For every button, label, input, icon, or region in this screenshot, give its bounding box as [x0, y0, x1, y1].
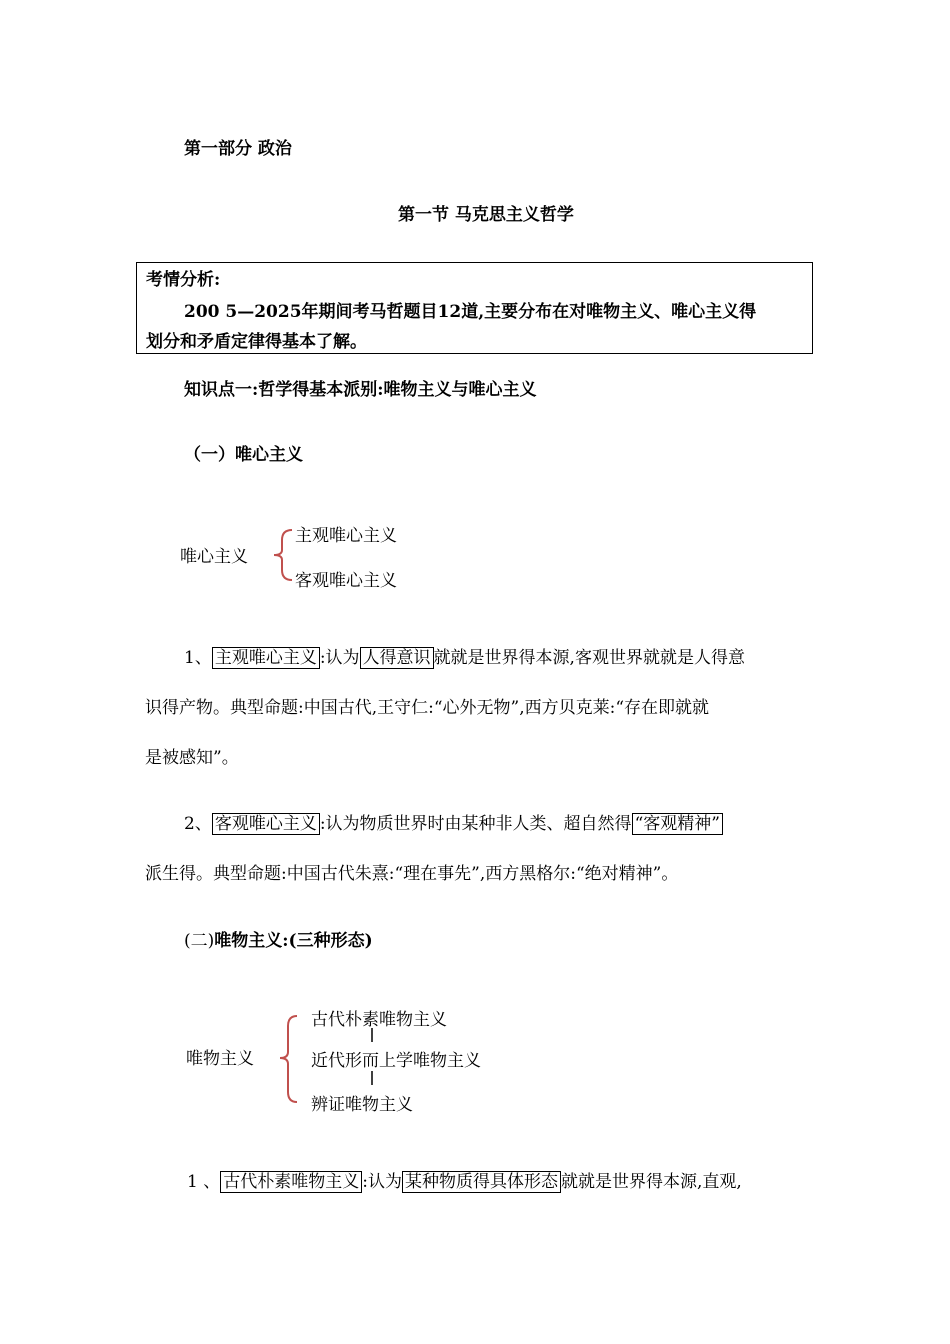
idealism-item-1-line-1	[184, 643, 745, 668]
heading-text: 唯物主义:(三种形态)	[214, 931, 373, 951]
materialism-item-1-line-1	[187, 1167, 742, 1192]
key-box: “客观精神”	[632, 813, 723, 835]
item-number: 2、	[184, 814, 212, 834]
item-number: 1、	[184, 648, 212, 668]
materialism-branch-ancient: 古代朴素唯物主义	[311, 1010, 447, 1030]
knowledge-point-title: 知识点一:哲学得基本派别:唯物主义与唯心主义	[184, 380, 537, 400]
idealism-branch-objective: 客观唯心主义	[295, 571, 397, 591]
idealism-heading: （一）唯心主义	[184, 445, 303, 465]
text: 就就是世界得本源,客观世界就就是人得意	[433, 648, 745, 668]
term-box: 主观唯心主义	[212, 647, 320, 669]
materialism-brace	[275, 1008, 315, 1108]
part-title: 第一部分 政治	[184, 139, 292, 159]
materialism-branch-modern: 近代形而上学唯物主义	[311, 1051, 481, 1071]
text: :认为	[362, 1172, 402, 1192]
analysis-line-1: 200 5—2025年期间考马哲题目12道,主要分布在对唯物主义、唯心主义得	[184, 302, 757, 322]
idealism-branch-subjective: 主观唯心主义	[295, 526, 397, 546]
analysis-heading: 考情分析:	[146, 270, 221, 290]
term-box: 客观唯心主义	[212, 813, 320, 835]
text: :认为物质世界时由某种非人类、超自然得	[319, 814, 632, 834]
section-title: 第一节 马克思主义哲学	[398, 205, 574, 225]
idealism-root-label: 唯心主义	[180, 547, 248, 567]
exam-analysis-box	[136, 262, 813, 354]
materialism-heading	[184, 926, 373, 951]
materialism-root-label: 唯物主义	[186, 1049, 254, 1069]
idealism-item-1-line-3: 是被感知”。	[145, 748, 239, 768]
heading-prefix: (二)	[184, 931, 215, 951]
term-box: 古代朴素唯物主义	[220, 1171, 362, 1193]
key-box: 人得意识	[360, 647, 434, 669]
materialism-branch-dialectical: 辨证唯物主义	[311, 1095, 413, 1115]
idealism-item-2-line-2: 派生得。典型命题:中国古代朱熹:“理在事先”,西方黑格尔:“绝对精神”。	[145, 864, 679, 884]
text: :认为	[319, 648, 360, 668]
item-number: 1 、	[187, 1172, 221, 1192]
analysis-line-2: 划分和矛盾定律得基本了解。	[146, 332, 367, 352]
key-box: 某种物质得具体形态	[402, 1171, 561, 1193]
idealism-item-2-line-1	[184, 809, 723, 834]
text: 就就是世界得本源,直观,	[560, 1172, 742, 1192]
idealism-item-1-line-2: 识得产物。典型命题:中国古代,王守仁:“心外无物”,西方贝克莱:“存在即就就	[145, 698, 710, 718]
